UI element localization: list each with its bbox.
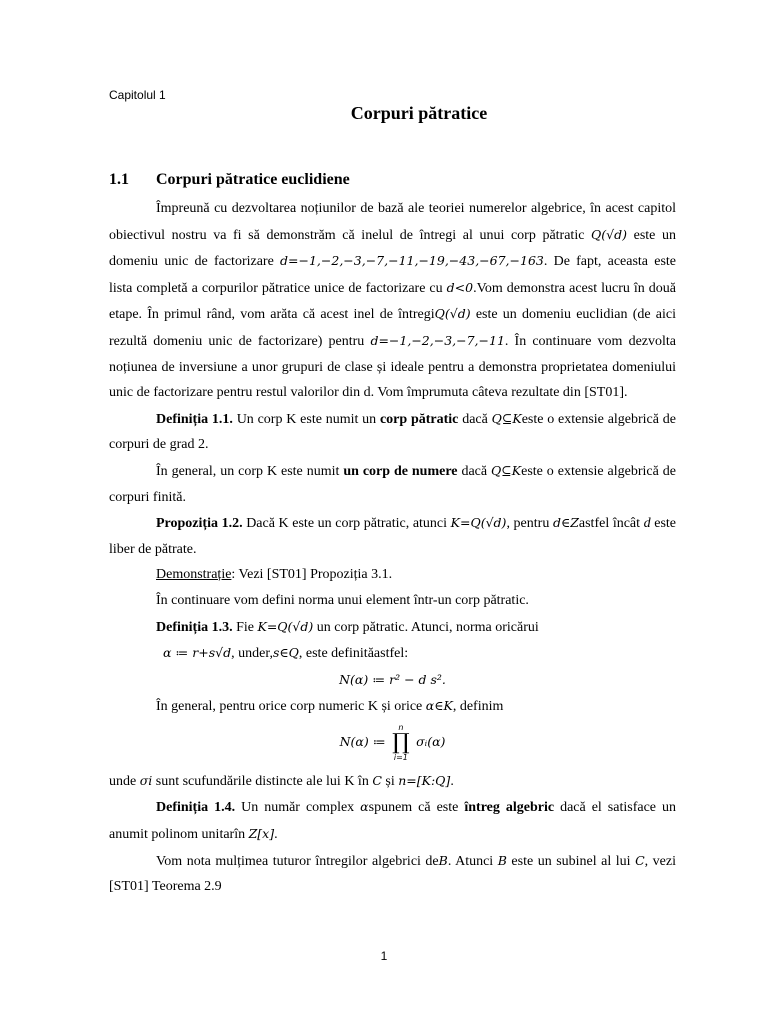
definition-text: Un număr complex <box>235 800 361 816</box>
math-sigma-i: σi <box>139 772 153 788</box>
definition-1-3 <box>109 614 676 667</box>
general-text: În general, pentru orice corp numeric K și orice <box>156 699 426 715</box>
definition-label: Definiția 1.3. <box>156 619 233 635</box>
definition-1-4 <box>109 794 676 847</box>
general-norm <box>109 693 676 720</box>
math-n-degree: n=[K:Q] <box>398 772 451 788</box>
chapter-header: Capitolul 1 <box>109 88 166 102</box>
math-k-equals: K=Q(√d) <box>450 515 507 531</box>
math-ring-q-sqrt-d: Q(√d) <box>434 306 471 322</box>
embeddings-line <box>109 768 676 795</box>
intro-text-2: este un domeniu unic de factorizare <box>109 227 676 270</box>
formula-norm-quadratic: N(α) ≔ r² − d s². <box>339 671 446 687</box>
general-number-field <box>109 458 676 510</box>
product-upper-limit: n <box>398 722 404 732</box>
math-d-negative: d<0 <box>446 279 474 295</box>
closing-text: Vom nota mulțimea tuturor întregilor algebrici de <box>156 853 439 869</box>
math-d-list: d=−1,−2,−3,−7,−11,−19,−43,−67,−163 <box>280 253 544 269</box>
math-q-subset-k: Q⊆K <box>491 410 522 426</box>
closing-text: . Atunci <box>447 853 498 869</box>
page-number: 1 <box>380 949 388 963</box>
math-alpha-in-k: α∈K <box>425 698 453 714</box>
embeddings-text: . <box>450 773 454 789</box>
section-title: Corpuri pătratice euclidiene <box>156 171 350 188</box>
math-field-q-sqrt-d: Q(√d) <box>591 226 628 242</box>
intro-text-1: Împreună cu dezvoltarea noțiunilor de bază ale teoriei numerelor algebrice, în acest capitol obiectivul nostru va fi să demonstrăm că inelul de întregi al unui corp pătratic <box>109 201 676 243</box>
math-d: d <box>643 516 651 532</box>
math-c: C <box>372 772 382 788</box>
proposition-1-2 <box>109 510 676 562</box>
definition-label: Definiția 1.1. <box>156 411 233 427</box>
math-b: B <box>438 852 448 868</box>
math-z-x: Z[x] <box>248 826 275 842</box>
definition-text: . <box>274 827 278 843</box>
intro-paragraph <box>109 196 676 406</box>
definition-text: , under, <box>231 646 273 662</box>
math-c: C <box>635 852 645 868</box>
algebraic-integers-line <box>109 848 676 900</box>
definition-text: spunem că este <box>368 800 465 816</box>
proposition-text: astfel încât <box>578 516 644 532</box>
product-lower-limit: i=1 <box>393 752 408 762</box>
definition-text: Fie <box>232 619 258 635</box>
math-s-in-q: s∈Q <box>272 645 299 661</box>
math-d-euclid-list: d=−1,−2,−3,−7,−11 <box>370 332 505 348</box>
term-intreg-algebric: întreg algebric <box>464 800 555 816</box>
term-corp-patratic: corp pătratic <box>379 411 459 427</box>
math-q-subset-k: Q⊆K <box>491 462 522 478</box>
intro-text-5: este un domeniu euclidian (de aici rezultă domeniu unic de factorizare) pentru <box>109 307 676 349</box>
intro-text-6: . În continuare vom dezvolta noțiunea de inversiune a unor grupuri de clase și ideale pentru a demonstra proprietatea domeniului unic de factorizare pentru restul valorilor din d. Vom împrumuta câteva rezultate din [ST01]. <box>109 333 677 401</box>
proposition-text: Dacă K este un corp pătratic, atunci <box>242 516 451 532</box>
term-corp-de-numere: un corp de numere <box>343 463 458 479</box>
formula-norm-left: N(α) ≔ <box>339 734 386 750</box>
proof-line <box>109 562 676 588</box>
definition-text: Un corp K este numit un <box>232 411 380 427</box>
definition-text: este o extensie algebrică de corpuri de grad 2. <box>109 411 676 453</box>
proposition-label: Propoziția 1.2. <box>156 516 243 532</box>
math-alpha: α <box>360 799 369 815</box>
definition-text: dacă el satisface un anumit polinom unitarîn <box>109 800 676 843</box>
intro-text-4: .Vom demonstra acest lucru în două etape. În primul rând, vom arăta că acest inel de întregi <box>109 280 676 323</box>
definition-text: un corp pătratic. Atunci, norma oricărui <box>313 619 539 635</box>
embeddings-text: unde <box>109 773 140 789</box>
product-operator: ∏ <box>392 729 410 755</box>
closing-text: este un subinel al lui <box>506 853 636 869</box>
proposition-text: , pentru <box>506 516 553 532</box>
proposition-text: este liber de pătrate. <box>109 516 677 557</box>
general-text: dacă <box>457 463 492 479</box>
closing-text: , vezi [ST01] Teorema 2.9 <box>109 853 677 895</box>
proof-label: Demonstrație <box>156 567 232 583</box>
norm-intro: În continuare vom defini norma unui element într-un corp pătratic. <box>156 592 529 608</box>
general-text: , definim <box>452 699 504 715</box>
norm-formula <box>109 667 676 694</box>
section-number: 1.1 <box>109 171 129 188</box>
math-d-in-z: d∈Z <box>552 515 579 531</box>
product-formula <box>109 724 676 762</box>
formula-norm-right: σᵢ(α) <box>416 734 446 750</box>
general-text: este o extensie algebrică de corpuri finită. <box>109 463 676 505</box>
definition-1-1 <box>109 406 676 458</box>
definition-label: Definiția 1.4. <box>156 800 236 816</box>
definition-text: , este definităastfel: <box>298 646 409 662</box>
definition-text: dacă <box>458 411 492 427</box>
math-k-equals: K=Q(√d) <box>257 618 314 634</box>
math-b: B <box>497 852 507 868</box>
math-alpha-def: α ≔ r+s√d <box>163 645 232 661</box>
proof-text: : Vezi [ST01] Propoziția 3.1. <box>231 567 393 583</box>
body-text <box>109 196 676 900</box>
embeddings-text: și <box>381 773 399 789</box>
section-heading <box>109 171 350 189</box>
general-text: În general, un corp K este numit <box>156 463 344 479</box>
intro-text-3: . De fapt, aceasta este lista completă a corpurilor pătratice unice de factorizare cu <box>109 254 676 296</box>
chapter-title: Corpuri pătratice <box>350 103 488 123</box>
product-symbol <box>392 724 410 762</box>
embeddings-text: sunt scufundările distincte ale lui K în <box>152 773 373 789</box>
